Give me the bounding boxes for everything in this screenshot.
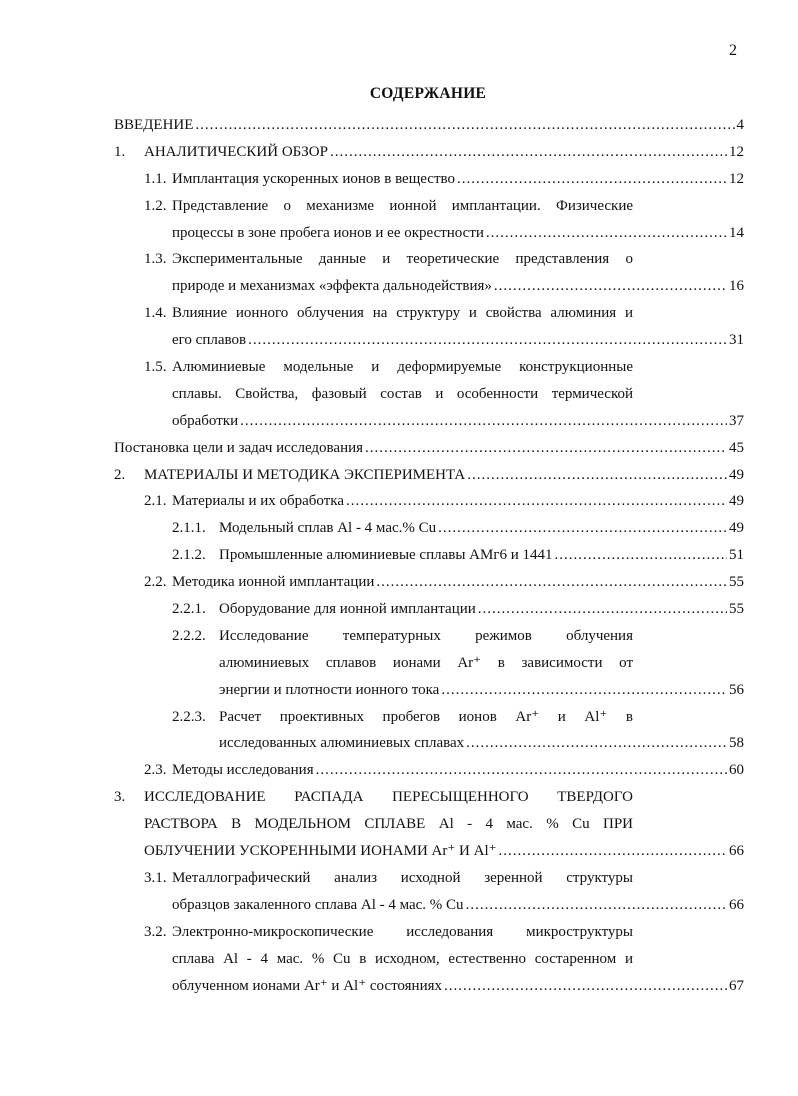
dot-leader — [466, 730, 727, 757]
toc-entry-line — [172, 408, 744, 435]
toc-entry-text: ВВЕДЕНИЕ — [114, 117, 194, 133]
dot-leader — [478, 596, 727, 623]
toc-entry-number: 2.1.2. — [172, 547, 206, 564]
toc-entry[interactable] — [114, 515, 744, 542]
toc-page-number: 37 — [729, 412, 744, 429]
toc-entry-number: 2.2.3. — [172, 708, 206, 725]
toc-entry-text: его сплавов — [172, 332, 247, 349]
toc-entry-text: Постановка цели и задач исследования — [114, 439, 364, 456]
toc-entry[interactable] — [114, 354, 744, 435]
toc-entry-text: алюминиевых сплавов ионами Ar⁺ в зависимости от — [219, 654, 633, 671]
toc-entry[interactable] — [114, 246, 744, 300]
toc-entry-number: 1. — [114, 143, 126, 160]
toc-entry-text: природе и механизмах «эффекта дальнодействия» — [172, 278, 492, 295]
toc-entry-number: 2.2. — [144, 574, 167, 591]
dot-leader — [486, 220, 727, 247]
dot-leader — [441, 677, 727, 704]
toc-entry[interactable] — [114, 596, 744, 623]
toc-entry-number: 1.4. — [144, 305, 167, 322]
toc-entry-line — [172, 166, 744, 193]
dot-leader — [438, 515, 727, 542]
toc-entry-line — [219, 542, 744, 569]
dot-leader — [466, 892, 727, 919]
toc-entry-text: РАСТВОРА В МОДЕЛЬНОМ СПЛАВЕ Al - 4 мас. % Cu ПРИ — [144, 816, 633, 833]
dot-leader — [248, 327, 727, 354]
toc-entry-number: 1.3. — [144, 251, 167, 268]
dot-leader — [467, 462, 727, 489]
toc-entry-text: облученном ионами Ar⁺ и Al⁺ состояниях — [172, 977, 442, 994]
toc-page-number: 4 — [736, 117, 744, 133]
toc-entry-line — [172, 327, 744, 354]
toc-entry[interactable] — [114, 139, 744, 166]
toc-entry-text: Методика ионной имплантации — [172, 574, 375, 591]
toc-entry-line — [219, 596, 744, 623]
toc-entry-line — [219, 677, 744, 704]
toc-entry-line — [114, 435, 744, 462]
toc-page-number: 12 — [729, 170, 744, 187]
toc-entry-line — [172, 220, 744, 247]
toc-entry-line — [144, 838, 744, 865]
toc-entry-text: Представление о механизме ионной имплантации. Физические — [172, 197, 633, 214]
toc-entry-line — [172, 892, 744, 919]
dot-leader — [240, 408, 727, 435]
toc-entry-number: 2.3. — [144, 762, 167, 779]
toc-entry-text: обработки — [172, 412, 239, 429]
toc-entry-line — [219, 730, 744, 757]
toc-entry-text: Алюминиевые модельные и деформируемые конструкционные — [172, 359, 633, 376]
toc-page-number: 49 — [729, 493, 744, 510]
dot-leader — [195, 112, 734, 139]
toc-entry[interactable] — [114, 704, 744, 758]
toc-page-number: 56 — [729, 681, 744, 698]
toc-page-number: 14 — [729, 224, 744, 241]
toc-entry-text: ИССЛЕДОВАНИЕ РАСПАДА ПЕРЕСЫЩЕННОГО ТВЕРДОГО — [144, 789, 633, 806]
toc-entry[interactable] — [114, 435, 744, 462]
dot-leader — [494, 273, 727, 300]
toc-entry[interactable] — [114, 757, 744, 784]
toc-page-number: 55 — [729, 574, 744, 591]
toc-entry-text: Исследование температурных режимов облучения — [219, 627, 633, 644]
toc-entry[interactable] — [114, 488, 744, 515]
toc-page-number: 66 — [729, 896, 744, 913]
toc-page-number: 60 — [729, 762, 744, 779]
dot-leader — [330, 139, 727, 166]
toc-entry-line — [172, 273, 744, 300]
toc-entry-line — [219, 515, 744, 542]
toc-entry-text: исследованных алюминиевых сплавах — [219, 735, 465, 752]
toc-entry-number: 3. — [114, 789, 126, 806]
toc-entry-text: ОБЛУЧЕНИИ УСКОРЕННЫМИ ИОНАМИ Ar⁺ И Al⁺ — [144, 843, 497, 860]
toc-entry-line — [114, 112, 744, 139]
toc-entry-line — [172, 488, 744, 515]
toc-page-number: 45 — [729, 439, 744, 456]
page-title: СОДЕРЖАНИЕ — [369, 85, 487, 102]
toc-entry-text: энергии и плотности ионного тока — [219, 681, 440, 698]
toc-entry-number: 1.5. — [144, 359, 167, 376]
toc-page-number: 49 — [729, 520, 744, 537]
dot-leader — [499, 838, 727, 865]
dot-leader — [457, 166, 727, 193]
toc-entry[interactable] — [114, 919, 744, 1000]
toc-entry-text: Модельный сплав Al - 4 мас.% Cu — [219, 520, 437, 537]
toc-page-number: 58 — [729, 735, 744, 752]
toc-entry-number: 2. — [114, 466, 126, 483]
toc-page-number: 49 — [729, 466, 744, 483]
toc-entry-number: 1.1. — [144, 170, 167, 187]
toc-entry-text: Металлографический анализ исходной зеренной структуры — [172, 869, 633, 886]
toc-entry-text: процессы в зоне пробега ионов и ее окрестности — [172, 224, 484, 241]
toc-entry-number: 3.2. — [144, 923, 167, 940]
toc-entry-text: Имплантация ускоренных ионов в вещество — [172, 170, 455, 187]
toc-entry[interactable] — [114, 462, 744, 489]
toc-entry-line — [144, 462, 744, 489]
toc-entry-text: Электронно-микроскопические исследования микроструктуры — [172, 923, 633, 940]
toc-entry-text: сплава Al - 4 мас. % Cu в исходном, естественно состаренном и — [172, 950, 633, 967]
toc-entry-text: сплавы. Свойства, фазовый состав и особенности термической — [172, 385, 633, 402]
toc-entry[interactable] — [114, 623, 744, 704]
dot-leader — [346, 488, 727, 515]
toc-entry-text: Методы исследования — [172, 762, 314, 779]
toc-page-number: 31 — [729, 332, 744, 349]
toc-page-number: 66 — [729, 843, 744, 860]
toc-entry-text: МАТЕРИАЛЫ И МЕТОДИКА ЭКСПЕРИМЕНТА — [144, 466, 466, 483]
toc-entry-text: Материалы и их обработка — [172, 493, 345, 510]
dot-leader — [444, 973, 727, 1000]
toc-entry-number: 2.2.2. — [172, 627, 206, 644]
toc-entry-text: Расчет проективных пробегов ионов Ar⁺ и Al⁺ в — [219, 708, 633, 725]
toc-page-number: 51 — [729, 547, 744, 564]
toc-entry[interactable] — [114, 569, 744, 596]
toc-entry-line — [172, 973, 744, 1000]
toc-page-number: 55 — [729, 601, 744, 618]
toc-page-number: 12 — [729, 143, 744, 160]
toc-entry-text: АНАЛИТИЧЕСКИЙ ОБЗОР — [144, 143, 328, 160]
toc-entry-line — [172, 569, 744, 596]
toc-entry-text: Оборудование для ионной имплантации — [219, 601, 476, 618]
toc-entry-text: образцов закаленного сплава Al - 4 мас. % Cu — [172, 896, 464, 913]
dot-leader — [376, 569, 727, 596]
dot-leader — [316, 757, 727, 784]
toc-entry[interactable] — [114, 193, 744, 247]
toc-entry[interactable] — [114, 166, 744, 193]
toc-entry[interactable] — [114, 300, 744, 354]
toc-entry[interactable] — [114, 784, 744, 865]
toc-entry-text: Влияние ионного облучения на структуру и свойства алюминия и — [172, 305, 633, 322]
table-of-contents — [114, 112, 744, 999]
toc-entry-line — [144, 139, 744, 166]
toc-entry[interactable] — [114, 542, 744, 569]
page-number: 2 — [729, 42, 737, 59]
toc-entry[interactable] — [114, 112, 744, 139]
dot-leader — [555, 542, 727, 569]
toc-entry-number: 1.2. — [144, 197, 167, 214]
toc-page-number: 16 — [729, 278, 744, 295]
toc-entry-number: 2.1.1. — [172, 520, 206, 537]
dot-leader — [365, 435, 727, 462]
toc-entry-number: 2.2.1. — [172, 601, 206, 618]
toc-entry-number: 3.1. — [144, 869, 167, 886]
toc-entry-text: Промышленные алюминиевые сплавы АМг6 и 1441 — [219, 547, 553, 564]
toc-entry-text: Экспериментальные данные и теоретические представления о — [172, 251, 633, 268]
toc-entry-line — [172, 757, 744, 784]
toc-entry[interactable] — [114, 865, 744, 919]
toc-page-number: 67 — [729, 977, 744, 994]
toc-entry-number: 2.1. — [144, 493, 167, 510]
